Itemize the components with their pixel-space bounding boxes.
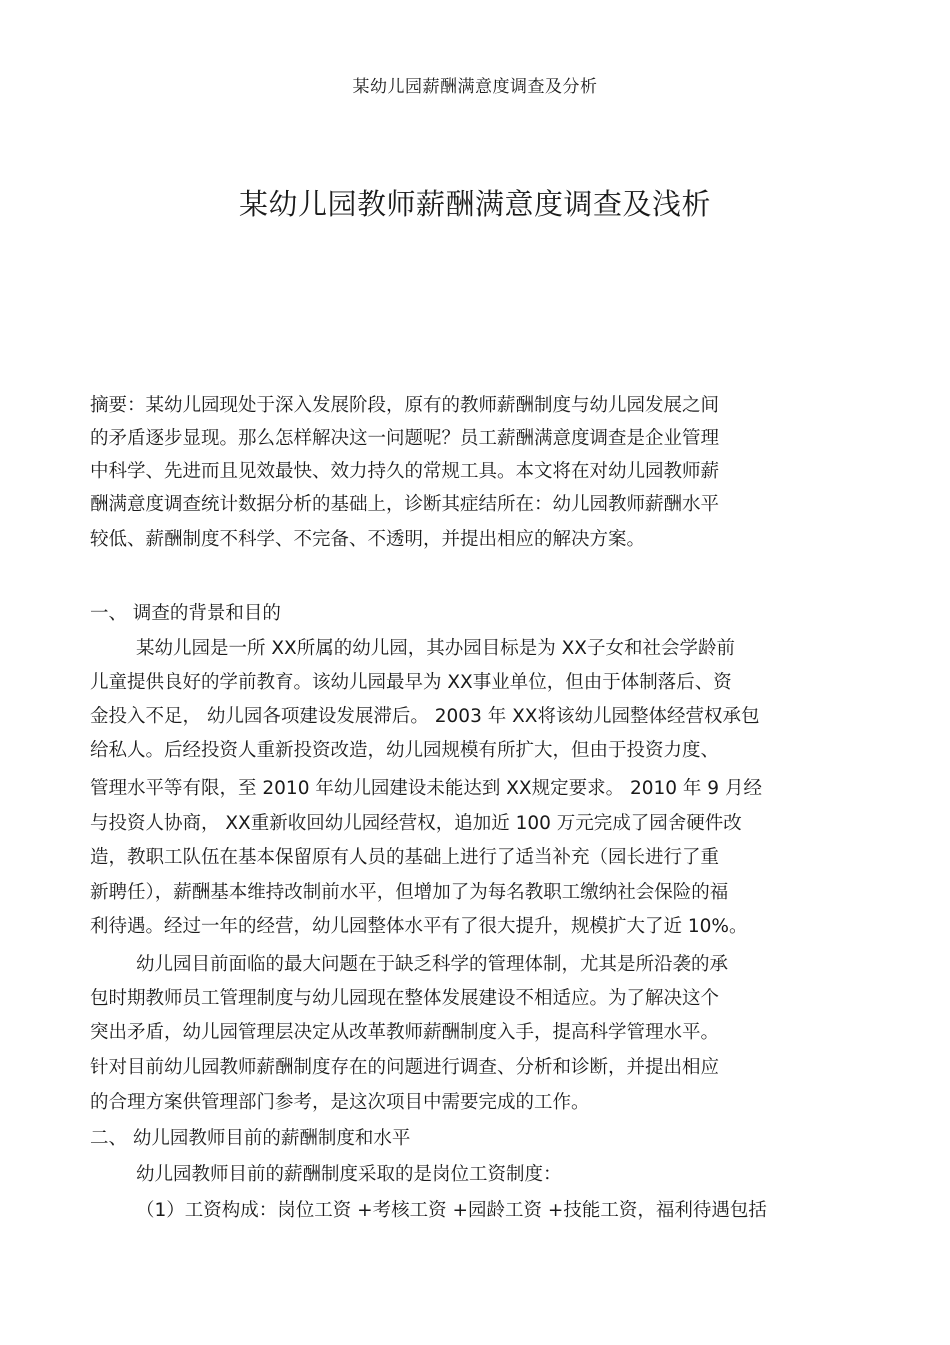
section-heading: 一、 调查的背景和目的 <box>90 603 281 624</box>
paragraph-line: 突出矛盾，幼儿园管理层决定从改革教师薪酬制度入手，提高科学管理水平。 <box>90 1022 720 1043</box>
paragraph-line: 管理水平等有限，至 2010 年幼儿园建设未能达到 XX规定要求。 2010 年 9 月经 <box>90 778 762 799</box>
paragraph-line: 针对目前幼儿园教师薪酬制度存在的问题进行调查、分析和诊断，并提出相应 <box>90 1057 720 1078</box>
paragraph-line: 给私人。后经投资人重新投资改造，幼儿园规模有所扩大，但由于投资力度、 <box>90 740 720 761</box>
document-title: 某幼儿园教师薪酬满意度调查及浅析 <box>238 187 711 221</box>
paragraph-line: 包时期教师员工管理制度与幼儿园现在整体发展建设不相适应。为了解决这个 <box>90 988 720 1009</box>
paragraph-line: 造，教职工队伍在基本保留原有人员的基础上进行了适当补充（园长进行了重 <box>90 847 720 868</box>
paragraph-line: 利待遇。经过一年的经营，幼儿园整体水平有了很大提升，规模扩大了近 10%。 <box>90 916 748 937</box>
list-item: （1）工资构成：岗位工资 +考核工资 +园龄工资 +技能工资，福利待遇包括 <box>136 1200 767 1221</box>
paragraph-line: 新聘任），薪酬基本维持改制前水平，但增加了为每名教职工缴纳社会保险的福 <box>90 882 729 903</box>
paragraph-line: 幼儿园目前面临的最大问题在于缺乏科学的管理体制，尤其是所沿袭的承 <box>136 954 729 975</box>
paragraph-line: 某幼儿园是一所 XX所属的幼儿园，其办园目标是为 XX子女和社会学龄前 <box>136 638 735 659</box>
paragraph-line: 幼儿园教师目前的薪酬制度采取的是岗位工资制度： <box>136 1164 562 1185</box>
paragraph-line: 儿童提供良好的学前教育。该幼儿园最早为 XX事业单位，但由于体制落后、资 <box>90 672 732 693</box>
abstract-line: 酬满意度调查统计数据分析的基础上，诊断其症结所在：幼儿园教师薪酬水平 <box>90 494 720 515</box>
abstract-line: 的矛盾逐步显现。那么怎样解决这一问题呢？员工薪酬满意度调查是企业管理 <box>90 428 720 449</box>
abstract-line: 摘要：某幼儿园现处于深入发展阶段，原有的教师薪酬制度与幼儿园发展之间 <box>90 395 720 416</box>
paragraph-line: 的合理方案供管理部门参考，是这次项目中需要完成的工作。 <box>90 1092 590 1113</box>
abstract-line: 较低、薪酬制度不科学、不完备、不透明，并提出相应的解决方案。 <box>90 529 646 550</box>
paragraph-line: 与投资人协商， XX重新收回幼儿园经营权，追加近 100 万元完成了园舍硬件改 <box>90 813 742 834</box>
abstract-line: 中科学、先进而且见效最快、效力持久的常规工具。本文将在对幼儿园教师薪 <box>90 461 720 482</box>
paragraph-line: 金投入不足， 幼儿园各项建设发展滞后。 2003 年 XX将该幼儿园整体经营权承包 <box>90 706 760 727</box>
section-heading: 二、 幼儿园教师目前的薪酬制度和水平 <box>90 1128 411 1149</box>
running-header: 某幼儿园薪酬满意度调查及分析 <box>352 77 598 97</box>
